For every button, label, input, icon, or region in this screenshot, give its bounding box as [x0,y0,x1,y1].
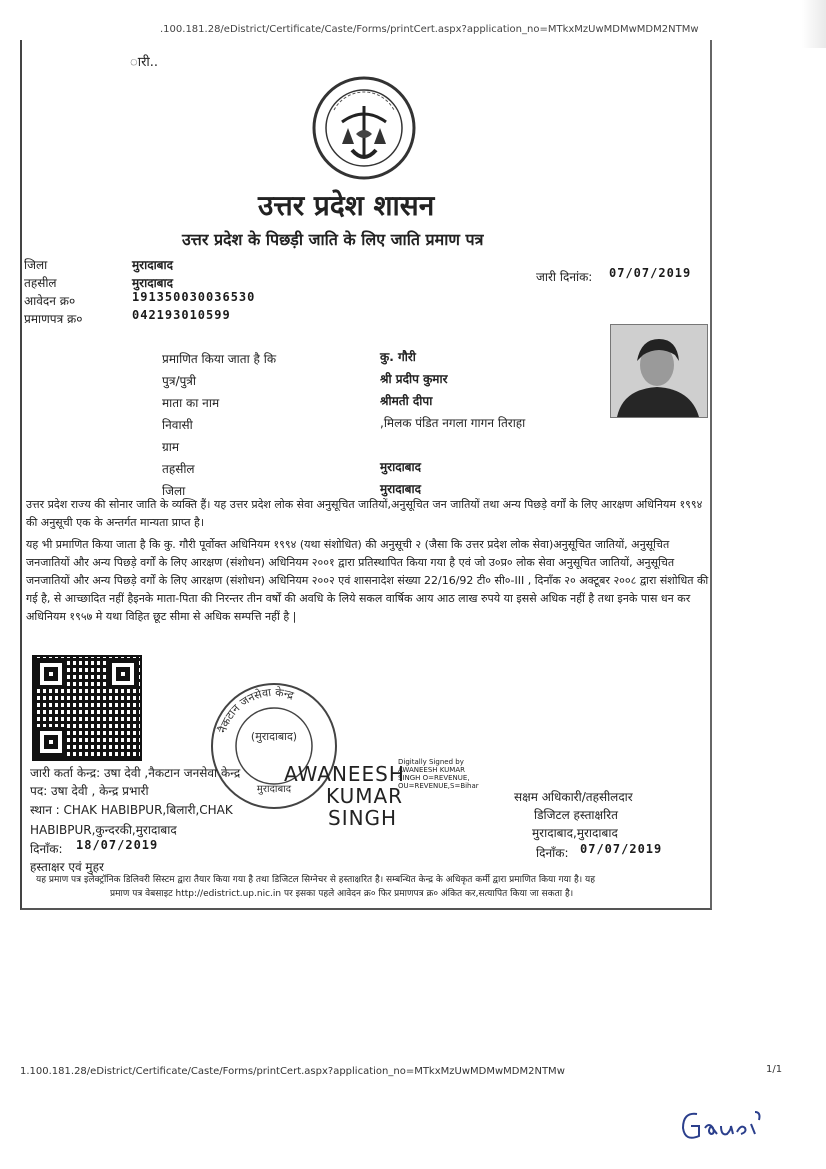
person-photo-icon [611,325,707,417]
handwritten-signature [675,1098,775,1148]
qr-finder [108,659,138,689]
government-title: उत्तर प्रदेश शासन [258,189,435,222]
applicant-district-value: मुरादाबाद [380,482,422,496]
authority-signed: डिजिटल हस्ताक्षरित [534,808,618,822]
issuer-date-label: दिनाँक: [30,842,63,856]
top-cut-text: ारी.. [130,55,159,70]
top-url: .100.181.28/eDistrict/Certificate/Caste/Forms/printCert.aspx?application_no=MTkxMzUwMDMwMDM2NTMw [160,24,699,35]
issuing-center: जारी कर्ता केन्द्र: उषा देवी ,नैकटान जनसेवा केन्द्र [30,766,241,780]
center-seal-stamp [208,680,340,812]
district-value: मुरादाबाद [132,258,174,272]
svg-text:मुरादाबाद: मुरादाबाद [256,784,292,795]
digital-sign-info-1: Digitally Signed by [398,758,464,766]
digital-sign-info-2: AWANEESH KUMAR [398,766,465,774]
qr-finder [36,727,66,757]
certified-label: प्रमाणित किया जाता है कि [162,352,277,366]
tehsil-value: मुरादाबाद [132,276,174,290]
authority-place: मुरादाबाद,मुरादाबाद [532,826,618,840]
applicant-tehsil-label: तहसील [162,462,195,476]
sign-seal-label: हस्ताक्षर एवं मुहर [30,860,104,874]
issue-date-value: 07/07/2019 [609,266,692,280]
certificate-title: उत्तर प्रदेश के पिछड़ी जाति के लिए जाति प्रमाण पत्र [182,230,484,249]
footer-line-2: प्रमाण पत्र वेबसाइट http://edistrict.up.nic.in पर इसका पहले आवेदन क्र० फिर प्रमाणपत्र क्र० अंकित कर,सत्यापित किया जा सकता है। [110,889,574,899]
signer-name-line2: KUMAR [326,784,404,808]
up-emblem-icon [312,76,416,180]
issue-date-label: जारी दिनांक: [536,270,593,284]
applicant-district-label: जिला [162,484,186,498]
certified-name: कु. गौरी [380,350,416,364]
father-name: श्री प्रदीप कुमार [380,372,448,386]
certificate-number: 042193010599 [132,308,231,322]
application-label: आवेदन क्र० [24,294,76,308]
svg-text:नैकटान जनसेवा केन्द्र: नैकटान जनसेवा केन्द्र [215,685,296,735]
caste-paragraph: उत्तर प्रदेश राज्य की सोनार जाति के व्यक्ति हैं। यह उत्तर प्रदेश लोक सेवा अनुसूचित जातियों,अनुसूचित जन जातियों तथा अन्य पिछड़े वर्गों के लिए आरक्षण अधिनियम १९९४ की अनुसूची एक के अन्तर्गत मान्यता प्राप्त है। [26,498,703,529]
mother-name: श्रीमती दीपा [380,394,433,408]
certificate-label: प्रमाणपत्र क्र० [24,312,83,326]
issuer-post: पद: उषा देवी , केन्द्र प्रभारी [30,784,149,798]
resident-value: ,मिलक पंडित नगला गागन तिराहा [380,416,526,430]
authority-date-value: 07/07/2019 [580,842,663,856]
son-daughter-label: पुत्र/पुत्री [162,374,197,388]
signer-name-line1: AWANEESH [284,762,405,786]
signer-name-line3: SINGH [328,806,398,830]
resident-label: निवासी [162,418,193,432]
digital-sign-info-4: OU=REVENUE,S=Bihar [398,782,479,790]
mother-label: माता का नाम [162,396,220,410]
district-label: जिला [24,258,48,272]
scan-edge [802,0,826,48]
tehsil-label: तहसील [24,276,57,290]
bottom-url: 1.100.181.28/eDistrict/Certificate/Caste/Forms/printCert.aspx?application_no=MTkxMzUwMDMwMDM2NTMw [20,1066,565,1077]
qr-code [32,655,142,761]
village-label: ग्राम [162,440,180,454]
qr-finder [36,659,66,689]
authority-title: सक्षम अधिकारी/तहसीलदार [514,790,633,804]
page-number: 1/1 [766,1064,783,1075]
certification-paragraph: यह भी प्रमाणित किया जाता है कि कु. गौरी पूर्वोक्त अधिनियम १९९४ (यथा संशोधित) की अनुसूची २ (जैसा कि उत्तर प्रदेश लोक सेवा)अनुसूचित जातियों, अनुसूचित जनजातियों और अन्य पिछड़े वर्गों के लिए आरक्षण (संशोधन) अधिनियम २००१ द्वारा प्रतिस्थापित किया गया है एवं जो उ०प्र० लोक सेवा अनुसूचित जातियों, अनुसूचित जनजातियों और अन्य पिछड़े वर्गों के लिए आरक्षण (संशोधन) अधिनियम २००२ एवं शासनादेश संख्या 22/16/92 टी० सी०-III , दिनाँक २० अक्टूबर २००८ द्वारा संशोधित की गई है, से आच्छादित नहीं हैइनके माता-पिता की निरन्तर तीन वर्षों की अवधि के लिये सकल वार्षिक आय आठ लाख रुपये या इससे अधिक नहीं है तथा इनके पास धन कर अधिनियम १९५७ मे यथा विहित छूट सीमा से अधिक सम्पत्ति नहीं है | [26,538,709,623]
application-number: 191350030036530 [132,290,256,304]
applicant-photo [610,324,708,418]
authority-date-label: दिनाँक: [536,846,569,860]
applicant-tehsil-value: मुरादाबाद [380,460,422,474]
digital-sign-info-3: SINGH O=REVENUE, [398,774,470,782]
svg-text:(मुरादाबाद): (मुरादाबाद) [250,730,298,743]
footer-line-1: यह प्रमाण पत्र इलेक्ट्रॉनिक डिलिवरी सिस्टम द्वारा तैयार किया गया है तथा डिजिटल सिग्नेचर से हस्ताक्षरित है। सम्बन्धित केन्द्र के अधिकृत कर्मी द्वारा प्रमाणित किया गया है। यह [36,875,595,885]
issuer-date-value: 18/07/2019 [76,838,159,852]
issuer-place: स्थान : CHAK HABIBPUR,बिलारी,CHAK HABIBPUR,कुन्दरकी,मुरादाबाद [30,803,233,837]
